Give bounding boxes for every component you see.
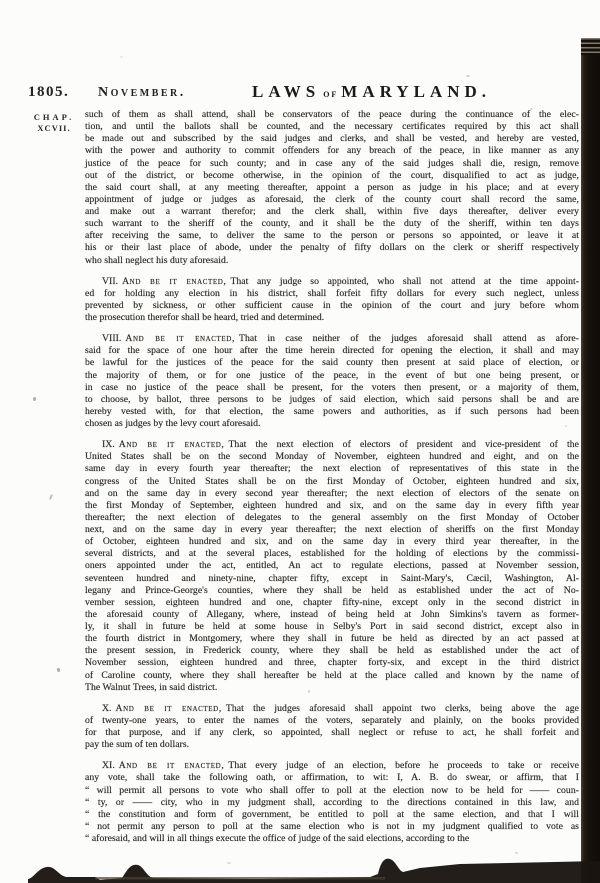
ink-speck <box>227 862 231 864</box>
text-line: legany and Prince-George's counties, where they shall be held as established under the act of No- <box>85 584 579 596</box>
text-line: pay the sum of ten dollars. <box>85 739 190 751</box>
page-header-session-month: November. <box>98 85 186 100</box>
text-line: the said court shall, at any meeting thereafter, appoint a person as judge in his place; and at every <box>85 181 579 193</box>
text-line: with the power and authority to commit offenders for any breach of the peace, in like manner as any <box>85 145 579 157</box>
enacting-clause: And be it enacted, <box>125 333 235 345</box>
text-line: the first Monday of September, eighteen hundred and six, and on the same day in every fifth year <box>85 499 579 511</box>
page-title <box>252 82 491 102</box>
page-header-year: 1805. <box>28 84 70 100</box>
ink-speck <box>120 56 123 58</box>
text-line: any vote, shall take the following oath, or affirmation, to wit: I, A. B. do swear, or affirm, that I <box>85 772 579 784</box>
paragraph-section-10 <box>85 703 579 752</box>
page-title-laws: LAWS <box>252 82 321 101</box>
text-line: November session, eighteen hundred and three, chapter forty-six, and except in the third district <box>85 657 579 669</box>
text-line: thereafter; the next election of delegates to the general assembly on the first Monday of October <box>85 511 579 523</box>
text-line: ly, it shall in future be held at some house in Selby's Port in said second district, except also in <box>85 621 579 632</box>
text-line: appointment of judge or judges as aforesaid, the clerk of the county court shall record the same, <box>85 193 579 205</box>
text-line: seventeen hundred and ninety-nine, chapter fifty, except in Saint-Mary's, Cæcil, Washington, Al- <box>85 572 579 584</box>
paragraph-lines <box>85 772 579 845</box>
text-line: “ the constitution and form of government, be entitled to poll at the same election, and that I will <box>85 808 579 820</box>
text-line: the majority of them, or for one justice of the peace, in the event of but one being present, or <box>85 369 579 381</box>
section-number: VIII. <box>102 333 122 345</box>
paragraph-lines <box>85 451 579 694</box>
section-number: VII. <box>102 275 119 287</box>
text-line: “ ty, or —— city, who in my judgment shall, according to the directions contained in this law, and <box>85 796 579 808</box>
text-line: his or their last place of abode, under the penalty of fifty dollars on the clerk or sheriff respectively <box>85 242 579 254</box>
section-number: XI. <box>102 760 115 772</box>
text-line: same day in every fourth year thereafter; the next election of representatives of this state in the <box>85 463 579 475</box>
text-line: such warrant to the sheriff of the county, and it shall be the duty of the sheriff, within ten days <box>85 218 579 230</box>
section-lead-line <box>85 760 579 772</box>
text-line: several districts, and at the several places, established for the holding of elections by the commissi- <box>85 548 579 560</box>
text-line: of October, eighteen hundred and six, and on the same day in every third year thereafter, in the <box>85 536 579 548</box>
paragraph-lines <box>85 288 579 324</box>
text-line: the fourth district in Montgomery, where they shall in future be held as directed by an act passed at <box>85 633 579 645</box>
text-line: “ will permit all persons to vote who shall offer to poll at the election now to be held for —— coun- <box>85 784 579 796</box>
ink-speck <box>57 668 60 673</box>
page-bottom-edge-shadow <box>0 851 600 883</box>
text-line: chosen as judges by the levy court aforesaid. <box>85 418 261 429</box>
paragraph-continuation <box>85 109 579 267</box>
ink-speck <box>49 494 53 500</box>
text-line: and make out a warrant therefor; and the clerk shall, within five days thereafter, deliver every <box>85 206 579 217</box>
ink-speck <box>515 852 518 854</box>
chapter-margin-note <box>27 112 81 133</box>
paragraph-section-7 <box>85 276 579 325</box>
page-edge-ridges <box>581 38 600 55</box>
page-right-edge-shadow <box>581 38 600 883</box>
ink-speck <box>530 108 533 110</box>
lead-line-text: That the judges aforesaid shall appoint two clerks, being above the age <box>225 702 579 714</box>
text-line: the prosecution therefor shall be heard, tried and determined. <box>85 312 325 323</box>
ink-speck <box>308 690 310 693</box>
text-line: who shall neglect his duty aforesaid. <box>85 254 229 266</box>
text-line: ed for holding any election in his district, shall forfeit fifty dollars for every such neglect, unless <box>85 287 579 299</box>
text-line: be lawful for the justices of the peace for the said county then present at said place of election, or <box>85 357 579 369</box>
page-title-of: of <box>323 88 339 100</box>
text-line: for that purpose, and if any clerk, so appointed, shall neglect or refuse to act, he shall forfeit and <box>85 727 579 738</box>
lead-line-text: That any judge so appointed, who shall not attend at the time appoint- <box>230 275 580 287</box>
ink-speck <box>33 397 36 401</box>
paragraph-lines <box>85 345 579 430</box>
text-line: such of them as shall attend, shall be conservators of the peace during the continuance of the elec- <box>85 109 579 120</box>
enacting-clause: And be it enacted, <box>118 760 225 772</box>
chapter-label: CHAP. <box>33 112 75 122</box>
paragraph-lines <box>85 715 579 751</box>
section-number: X. <box>102 702 112 714</box>
text-line: “ aforesaid, and will in all things execute the office of judge of the said elections, according to the <box>85 833 470 844</box>
text-line: and on the same day in every second year thereafter; the next election of electors of the senate on <box>85 487 579 499</box>
text-line: justice of the peace for such county; and in case any of the said judges shall die, resign, remove <box>85 157 579 169</box>
text-line: of twenty-one years, to enter the names of the voters, separately and plainly, on the books provided <box>85 714 579 726</box>
section-lead-line <box>85 703 579 715</box>
statute-text-column <box>85 109 579 845</box>
text-line: United States shall be on the second Monday of November, eighteen hundred and eight, and on the <box>85 451 579 463</box>
text-line: tion, and until the ballots shall be counted, and the necessary certificates required by this act shall <box>85 121 579 133</box>
text-line: after receiving the same, to deliver the same to the person or persons so appointed, or leave it at <box>85 230 579 242</box>
lead-line-text: That every judge of an election, before he proceeds to take or receive <box>228 760 580 772</box>
enacting-clause: And be it enacted, <box>122 275 227 287</box>
page-title-maryland: MARYLAND. <box>341 82 491 101</box>
text-line: be made out and subscribed by the said judges and clerks, and shall be vested, and hereby are vested, <box>85 133 579 145</box>
section-lead-line <box>85 333 579 345</box>
ink-speck <box>466 75 470 77</box>
text-line: next, and on the same day in every year thereafter; the next election of sheriffs on the first Monday <box>85 524 579 535</box>
paragraph-section-9 <box>85 439 579 694</box>
text-line: hereby vested with, for that election, the same powers and authorities, as if such persons had been <box>85 405 579 417</box>
text-line: out of the district, or become otherwise, in the opinion of the court, disqualified to act as judge, <box>85 169 579 181</box>
text-line: oners appointed under the act, entitled, An act to regulate elections, passed at November session, <box>85 560 579 572</box>
enacting-clause: And be it enacted, <box>115 702 222 714</box>
text-line: “ not permit any person to poll at the same election who is not in my judgment qualified to vote as <box>85 820 579 832</box>
text-line: the aforesaid county of Allegany, where, instead of being held at John Simkins's tavern as former- <box>85 608 579 620</box>
text-line: of Caroline county, where they shall hereafter be held at the place called and known by the name of <box>85 669 579 681</box>
chapter-number: XCVII. <box>37 122 71 133</box>
text-line: congress of the United States shall be on the first Monday of October, eighteen hundred and six, <box>85 475 579 487</box>
ink-speck <box>565 425 567 427</box>
enacting-clause: And be it enacted, <box>118 439 225 451</box>
paragraph-section-8 <box>85 333 579 430</box>
text-line: in case no justice of the peace shall be present, for the voters then present, or a majority of them, <box>85 381 579 393</box>
lead-line-text: That the next election of electors of president and vice-president of the <box>228 439 579 451</box>
section-lead-line <box>85 439 579 451</box>
section-lead-line <box>85 276 579 288</box>
text-line: prevented by sickness, or other sufficient cause in the opinion of the court and jury before whom <box>85 299 579 311</box>
text-line: vember session, eighteen hundred and one, chapter fifty-nine, except only in the second district in <box>85 596 579 608</box>
lead-line-text: That in case neither of the judges aforesaid shall attend as afore- <box>238 333 579 345</box>
text-line: to choose, by ballot, three persons to be judges of said election, which said persons shall be and are <box>85 393 579 405</box>
text-line: the present session, in Frederick county, where they shall be held as established under the act of <box>85 645 579 657</box>
text-line: said for the space of one hour after the time herein directed for opening the election, it shall and may <box>85 345 579 357</box>
paragraph-section-11 <box>85 760 579 845</box>
section-number: IX. <box>102 439 115 451</box>
text-line: The Walnut Trees, in said district. <box>85 681 218 693</box>
